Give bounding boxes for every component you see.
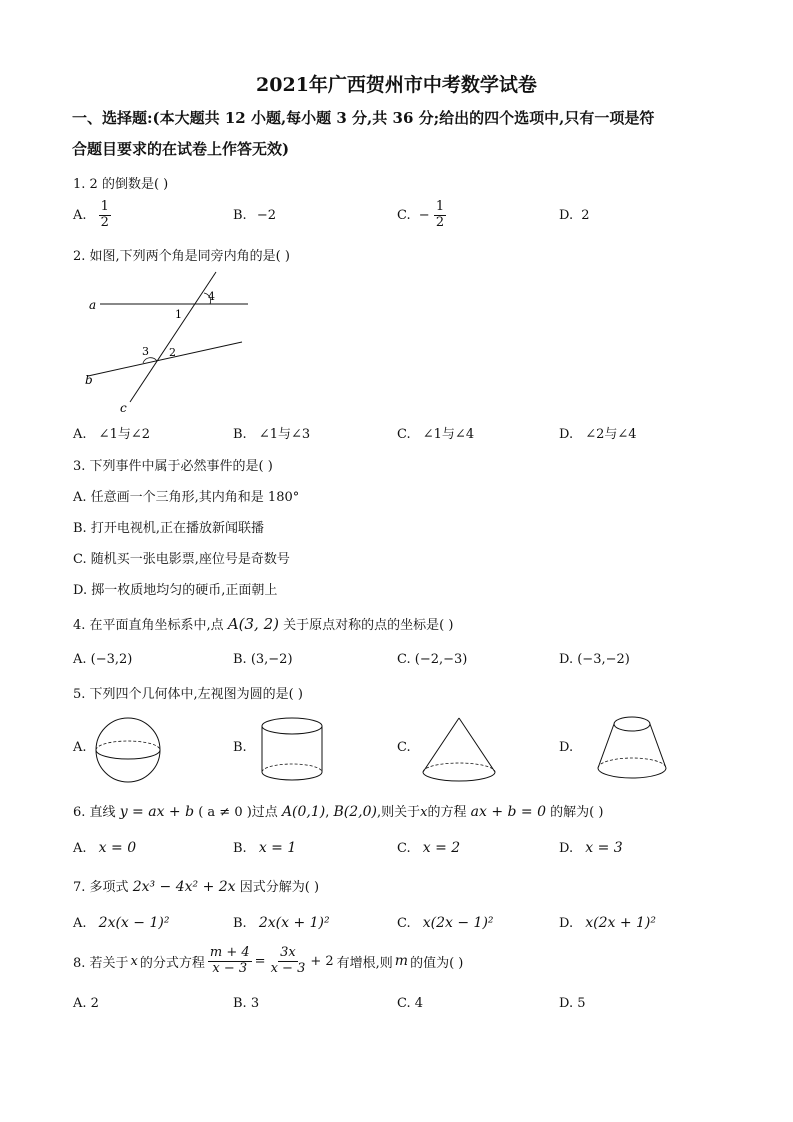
q1-option-a: A. $\frac{1}{2}$ xyxy=(73,199,109,230)
q5-label-c: C. xyxy=(397,740,411,755)
sphere-figure xyxy=(90,714,170,786)
q6-option-c: C. x = 2 xyxy=(397,840,461,856)
q2-option-b: B. ∠1与∠3 xyxy=(233,427,311,442)
q6-option-b: B. x = 1 xyxy=(233,840,297,856)
q3-option-a: A. 任意画一个三角形,其内角和是 180° xyxy=(73,490,300,505)
q6-equation: ax + b = 0 xyxy=(470,804,547,820)
q7-option-d: D. x(2x + 1)² xyxy=(559,915,657,931)
q5-stem: 5. 下列四个几何体中,左视图为圆的是( ) xyxy=(73,687,303,702)
q4-option-b: B. (3,−2) xyxy=(233,652,293,667)
q5-label-b: B. xyxy=(233,740,247,755)
q1-stem: 1. 2 的倒数是( ) xyxy=(73,177,169,192)
q3-stem: 3. 下列事件中属于必然事件的是( ) xyxy=(73,459,273,474)
q7-option-a: A. 2x(x − 1)² xyxy=(73,915,170,931)
section-header xyxy=(72,103,722,165)
line-c xyxy=(130,272,216,402)
q1-a-fraction: $\frac{1}{2}$ xyxy=(100,199,109,230)
q7-option-c: C. x(2x − 1)² xyxy=(397,915,494,931)
q7-stem: 7. 多项式 2x³ − 4x² + 2x 因式分解为( ) xyxy=(73,879,320,895)
q8-rhs-fraction: $\frac{3x}{x - 3}$ xyxy=(270,945,306,976)
label-b: b xyxy=(85,373,93,387)
q1-option-c: C. − $\frac{1}{2}$ xyxy=(397,199,445,230)
q6-option-a: A. x = 0 xyxy=(73,840,137,856)
q6-point-a: A(0,1) xyxy=(281,804,326,820)
q8-lhs-fraction: $\frac{m + 4}{x - 3}$ xyxy=(209,945,250,976)
frustum-figure xyxy=(590,710,680,794)
q3-option-b: B. 打开电视机,正在播放新闻联播 xyxy=(73,521,264,536)
q6-point-b: B(2,0) xyxy=(333,804,377,820)
q1-option-d: D. 2 xyxy=(559,208,590,223)
line-b xyxy=(88,342,242,376)
q4-stem: 4. 在平面直角坐标系中,点 A(3, 2) 关于原点对称的点的坐标是( ) xyxy=(73,615,454,633)
q4-option-d: D. (−3,−2) xyxy=(559,652,630,667)
q4-option-a: A. (−3,2) xyxy=(73,652,133,667)
q5-label-d: D. xyxy=(559,740,574,755)
q2-option-c: C. ∠1与∠4 xyxy=(397,427,475,442)
q3-option-c: C. 随机买一张电影票,座位号是奇数号 xyxy=(73,552,290,567)
q2-figure xyxy=(80,268,260,418)
label-c: c xyxy=(120,401,127,415)
q8-option-a: A. 2 xyxy=(73,996,99,1011)
q2-option-a: A. ∠1与∠2 xyxy=(73,427,150,442)
section-header-line1: 一、选择题:(本大题共 12 小题,每小题 3 分,共 36 分;给出的四个选项中,只有一项是符 xyxy=(72,109,655,127)
q1-option-b: B. −2 xyxy=(233,208,276,223)
section-header-line2: 合题目要求的在试卷上作答无效) xyxy=(72,140,290,158)
label-1: 1 xyxy=(175,308,182,321)
q8-option-c: C. 4 xyxy=(397,996,424,1011)
label-2: 2 xyxy=(169,346,176,359)
label-4: 4 xyxy=(208,290,215,303)
q8-option-b: B. 3 xyxy=(233,996,260,1011)
q3-option-d: D. 掷一枚质地均匀的硬币,正面朝上 xyxy=(73,583,278,598)
q6-stem: 6. 直线 y = ax + b ( a ≠ 0 )过点 A(0,1), B(2,0),则关于x的方程 ax + b = 0 的解为( ) xyxy=(73,804,604,820)
label-a: a xyxy=(89,298,97,312)
cone-figure xyxy=(415,712,505,792)
q8-option-d: D. 5 xyxy=(559,996,586,1011)
q2-option-d: D. ∠2与∠4 xyxy=(559,427,637,442)
q7-polynomial: 2x³ − 4x² + 2x xyxy=(132,879,236,895)
label-3: 3 xyxy=(142,345,149,358)
q4-point: A(3, 2) xyxy=(227,615,279,633)
q5-label-a: A. xyxy=(73,740,87,755)
q6-line-eq: y = ax + b xyxy=(119,804,195,820)
q4-option-c: C. (−2,−3) xyxy=(397,652,468,667)
page-title: 2021年广西贺州市中考数学试卷 xyxy=(256,74,537,96)
cylinder-figure xyxy=(254,712,334,792)
q2-stem: 2. 如图,下列两个角是同旁内角的是( ) xyxy=(73,249,290,264)
q7-option-b: B. 2x(x + 1)² xyxy=(233,915,330,931)
q8-stem: 8. 若关于 x 的分式方程 $\frac{m + 4}{x - 3}$ = $\frac{3x}{x - 3}$ + 2 有增根,则 m 的值为( ) xyxy=(73,945,464,976)
q6-option-d: D. x = 3 xyxy=(559,840,623,856)
q1-c-fraction: $\frac{1}{2}$ xyxy=(435,199,445,230)
